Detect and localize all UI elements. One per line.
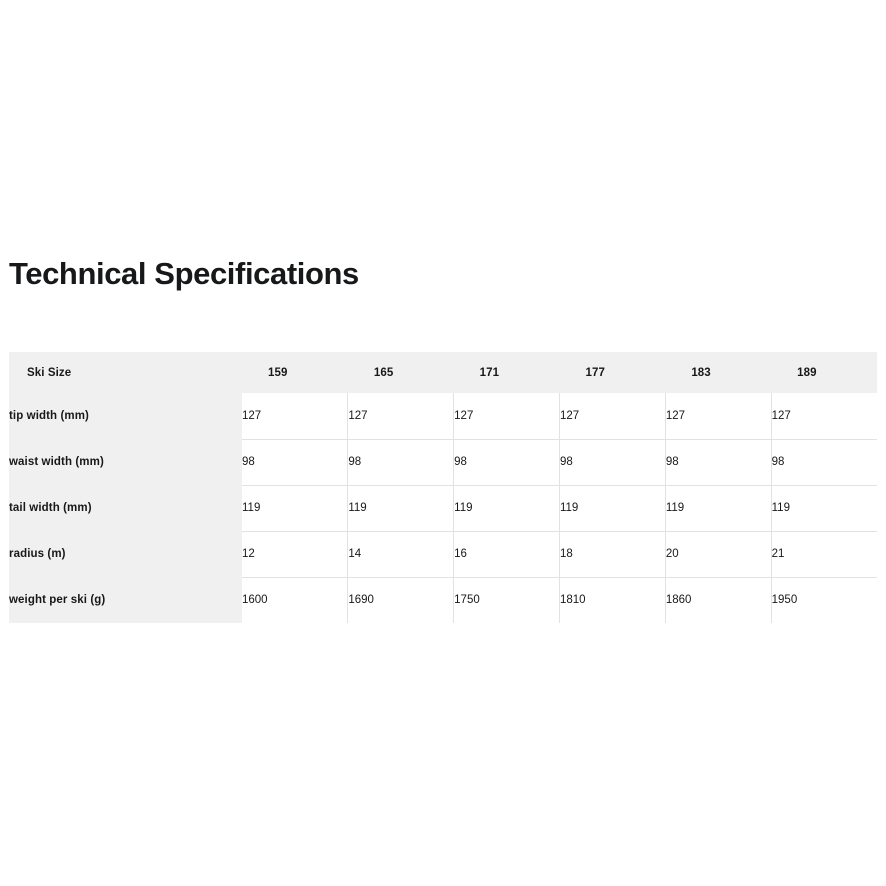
technical-specifications-table-container	[9, 352, 877, 623]
cell-tip-width-189: 127	[771, 393, 877, 439]
cell-tip-width-171: 127	[454, 393, 560, 439]
cell-tail-width-183: 119	[665, 485, 771, 531]
column-header-size-177: 177	[559, 352, 665, 393]
cell-radius-159: 12	[242, 531, 348, 577]
cell-radius-177: 18	[559, 531, 665, 577]
cell-waist-width-189: 98	[771, 439, 877, 485]
column-header-size-183: 183	[665, 352, 771, 393]
row-label-waist-width: waist width (mm)	[9, 439, 242, 485]
table-row	[9, 393, 877, 439]
cell-weight-per-ski-183: 1860	[665, 577, 771, 623]
table-row	[9, 531, 877, 577]
cell-weight-per-ski-177: 1810	[559, 577, 665, 623]
cell-tail-width-177: 119	[559, 485, 665, 531]
cell-weight-per-ski-171: 1750	[454, 577, 560, 623]
cell-waist-width-177: 98	[559, 439, 665, 485]
page-title: Technical Specifications	[9, 256, 359, 291]
table-row	[9, 577, 877, 623]
cell-radius-189: 21	[771, 531, 877, 577]
cell-weight-per-ski-189: 1950	[771, 577, 877, 623]
cell-waist-width-165: 98	[348, 439, 454, 485]
cell-tail-width-159: 119	[242, 485, 348, 531]
table-header-row	[9, 352, 877, 393]
column-header-size-165: 165	[348, 352, 454, 393]
column-header-ski-size: Ski Size	[9, 352, 242, 393]
cell-weight-per-ski-159: 1600	[242, 577, 348, 623]
cell-tail-width-171: 119	[454, 485, 560, 531]
cell-tail-width-165: 119	[348, 485, 454, 531]
cell-tip-width-177: 127	[559, 393, 665, 439]
cell-waist-width-159: 98	[242, 439, 348, 485]
table-row	[9, 485, 877, 531]
table-head	[9, 352, 877, 393]
row-label-tail-width: tail width (mm)	[9, 485, 242, 531]
technical-specifications-table	[9, 352, 877, 623]
column-header-size-189: 189	[771, 352, 877, 393]
row-label-weight-per-ski: weight per ski (g)	[9, 577, 242, 623]
cell-waist-width-183: 98	[665, 439, 771, 485]
cell-tail-width-189: 119	[771, 485, 877, 531]
cell-weight-per-ski-165: 1690	[348, 577, 454, 623]
cell-tip-width-159: 127	[242, 393, 348, 439]
cell-radius-165: 14	[348, 531, 454, 577]
row-label-tip-width: tip width (mm)	[9, 393, 242, 439]
cell-radius-171: 16	[454, 531, 560, 577]
table-body	[9, 393, 877, 623]
table-row	[9, 439, 877, 485]
cell-tip-width-183: 127	[665, 393, 771, 439]
cell-waist-width-171: 98	[454, 439, 560, 485]
cell-radius-183: 20	[665, 531, 771, 577]
column-header-size-171: 171	[454, 352, 560, 393]
column-header-size-159: 159	[242, 352, 348, 393]
cell-tip-width-165: 127	[348, 393, 454, 439]
row-label-radius: radius (m)	[9, 531, 242, 577]
